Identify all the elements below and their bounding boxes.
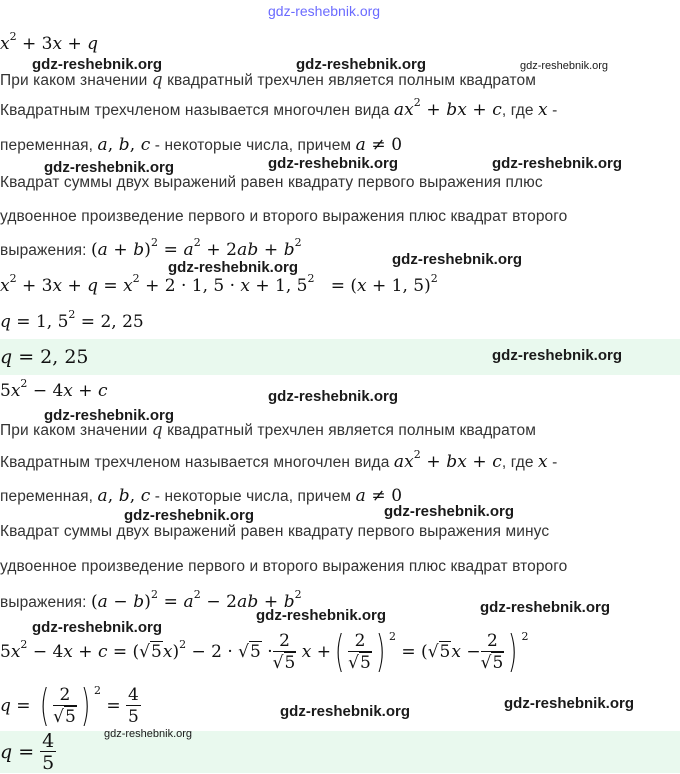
watermark: gdz-reshebnik.org	[480, 599, 611, 616]
watermark: gdz-reshebnik.org	[44, 159, 175, 176]
part1-step1: $x^2 + 3x + q = x^2 + 2 \cdot 1$, 5 · x + 1, $5^2 = (x + 1$, 5)$^2$	[0, 272, 438, 296]
part1-answer: q = 2, 25	[0, 346, 89, 368]
watermark: gdz-reshebnik.org	[168, 259, 299, 276]
watermark: gdz-reshebnik.org	[124, 507, 255, 524]
part1-step2: q = 1, $5^2 = 2$, 25	[0, 308, 144, 332]
watermark: gdz-reshebnik.org	[268, 155, 399, 172]
watermark: gdz-reshebnik.org	[520, 60, 609, 72]
watermark: gdz-reshebnik.org	[44, 407, 175, 424]
part2-expression: $5x^2 - 4x + c$	[0, 377, 108, 401]
watermark: gdz-reshebnik.org	[504, 695, 635, 712]
part2-definition-line2: переменная, a, b, c - некоторые числа, причем a ≠ 0	[0, 486, 403, 506]
watermark: gdz-reshebnik.org	[492, 155, 623, 172]
part2-rule-line1: Квадрат суммы двух выражений равен квадрату первого выражения минус	[0, 523, 550, 540]
part1-rule-line3: выражения: $(a + b)^2 = a^2 + 2ab + b^2$	[0, 236, 302, 260]
answer-highlight-2	[0, 731, 680, 773]
watermark: gdz-reshebnik.org	[384, 503, 515, 520]
part2-step1: $5x^2 - 4x + c = (√5x)^2 - 2 \cdot √5$ · $\frac{2}{√5}$ x + ( $\frac{2}{√5}$ ) $^2$ = (√5x − $\frac{2}{√5}$ ) $^2$	[0, 626, 529, 677]
watermark: gdz-reshebnik.org	[104, 728, 193, 740]
watermark: gdz-reshebnik.org	[268, 388, 399, 405]
part2-rule-line3: выражения: $(a - b)^2 = a^2 - 2ab + b^2$	[0, 588, 302, 612]
part1-definition-line1: Квадратным трехчленом называется многочлен вида $ax^2$ + bx + c, где x -	[0, 96, 558, 120]
part2-definition-line1: Квадратным трехчленом называется многочлен вида $ax^2$ + bx + c, где x -	[0, 448, 558, 472]
watermark: gdz-reshebnik.org	[492, 347, 623, 364]
part2-rule-line2: удвоенное произведение первого и второго выражения плюс квадрат второго	[0, 558, 568, 575]
part1-rule-line1: Квадрат суммы двух выражений равен квадрату первого выражения плюс	[0, 174, 543, 191]
watermark: gdz-reshebnik.org	[392, 251, 523, 268]
watermark: gdz-reshebnik.org	[256, 607, 387, 624]
part1-rule-line2: удвоенное произведение первого и второго выражения плюс квадрат второго	[0, 208, 568, 225]
part1-question: При каком значении q квадратный трехчлен является полным квадратом	[0, 70, 536, 90]
watermark: gdz-reshebnik.org	[32, 619, 163, 636]
watermark: gdz-reshebnik.org	[296, 56, 427, 73]
watermark: gdz-reshebnik.org	[32, 56, 163, 73]
part1-definition-line2: переменная, a, b, c - некоторые числа, причем a ≠ 0	[0, 135, 403, 155]
part2-question: При каком значении q квадратный трехчлен является полным квадратом	[0, 420, 536, 440]
watermark: gdz-reshebnik.org	[280, 703, 411, 720]
part2-answer: q = $\frac{4}{5}$	[0, 729, 55, 774]
part2-step2: q = ( $\frac{2}{√5}$ ) $^2$ = $\frac{4}{5}$	[0, 680, 139, 731]
part1-expression: $x^2 + 3x + q$	[0, 30, 99, 54]
watermark-top: gdz-reshebnik.org	[268, 3, 381, 19]
